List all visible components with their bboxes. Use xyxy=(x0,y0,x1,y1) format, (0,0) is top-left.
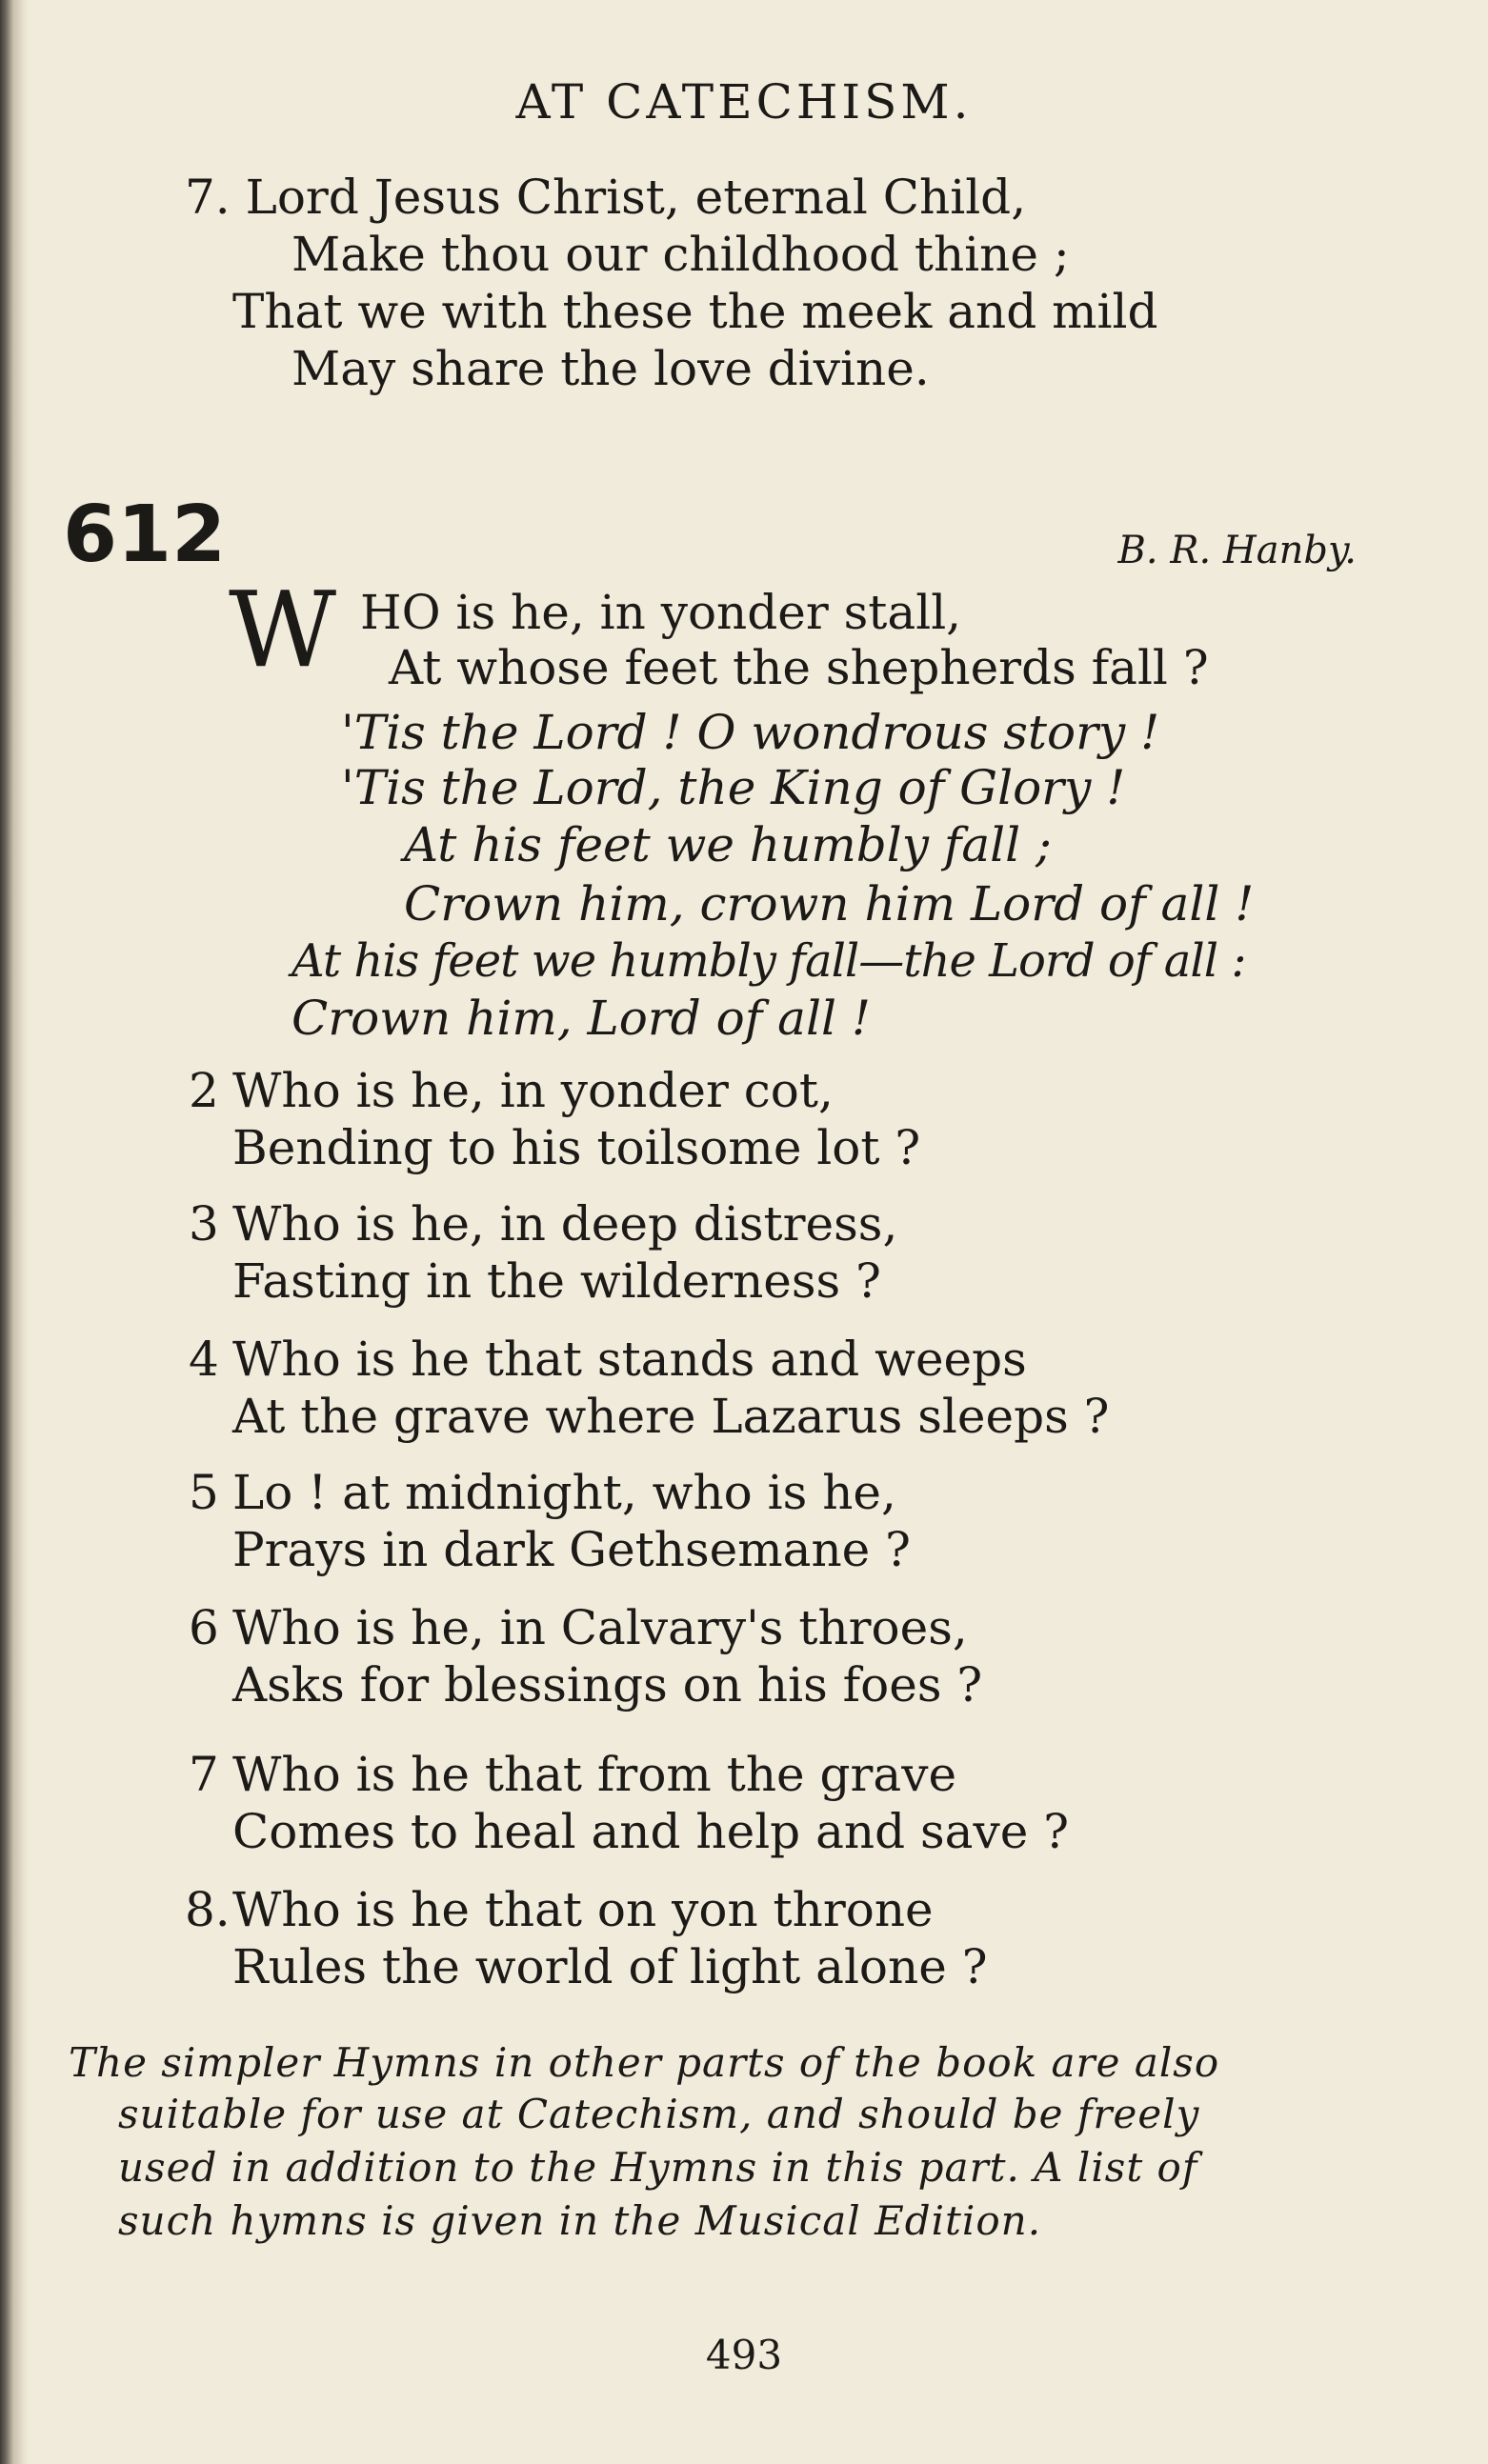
verse-number: 7. xyxy=(185,170,231,225)
hymn-number: 612 xyxy=(63,490,227,580)
verse-line: Asks for blessings on his foes ? xyxy=(232,1657,983,1713)
verse-line: Who is he, in yonder cot, xyxy=(232,1063,834,1118)
verse-line: Who is he, in Calvary's throes, xyxy=(232,1600,968,1655)
verse-line: Comes to heal and help and save ? xyxy=(232,1804,1070,1859)
footnote-line: used in addition to the Hymns in this part. A list of xyxy=(118,2144,1198,2191)
verse-line: May share the love divine. xyxy=(292,341,930,396)
footnote-line: such hymns is given in the Musical Edition. xyxy=(118,2197,1042,2244)
verse-number: 7 xyxy=(189,1747,219,1802)
refrain-line: At his feet we humbly fall—the Lord of all : xyxy=(292,934,1246,988)
verse-number: 6 xyxy=(189,1600,219,1655)
verse-line: Rules the world of light alone ? xyxy=(232,1939,988,1994)
refrain-line: 'Tis the Lord, the King of Glory ! xyxy=(341,760,1126,815)
verse-line: Bending to his toilsome lot ? xyxy=(232,1120,921,1175)
verse-number: 8. xyxy=(185,1882,231,1937)
book-spine-edge xyxy=(0,0,29,2464)
verse-line: Make thou our childhood thine ; xyxy=(292,227,1070,282)
page-number: 493 xyxy=(705,2332,783,2378)
verse-line: At whose feet the shepherds fall ? xyxy=(389,640,1209,695)
page-header: AT CATECHISM. xyxy=(515,74,973,130)
verse-number: 4 xyxy=(189,1332,219,1387)
footnote-line: The simpler Hymns in other parts of the book are also xyxy=(69,2039,1220,2086)
verse-number: 2 xyxy=(189,1063,219,1118)
verse-line: Who is he, in deep distress, xyxy=(232,1196,898,1252)
hymn-author: B. R. Hanby. xyxy=(1117,529,1357,572)
refrain-line: At his feet we humbly fall ; xyxy=(404,817,1052,872)
drop-cap: W xyxy=(229,569,335,691)
refrain-line: Crown him, crown him Lord of all ! xyxy=(404,876,1255,932)
verse-line: Who is he that stands and weeps xyxy=(232,1332,1027,1387)
verse-line: Lord Jesus Christ, eternal Child, xyxy=(245,170,1027,225)
verse-line: Fasting in the wilderness ? xyxy=(232,1253,881,1309)
verse-line: That we with these the meek and mild xyxy=(232,284,1158,339)
verse-line: HO is he, in yonder stall, xyxy=(360,585,962,640)
refrain-line: Crown him, Lord of all ! xyxy=(292,991,871,1046)
verse-line: Who is he that from the grave xyxy=(232,1747,957,1802)
verse-line: Who is he that on yon throne xyxy=(232,1882,934,1937)
verse-line: Prays in dark Gethsemane ? xyxy=(232,1522,911,1577)
footnote-line: suitable for use at Catechism, and should be freely xyxy=(118,2091,1200,2137)
refrain-line: 'Tis the Lord ! O wondrous story ! xyxy=(341,705,1160,760)
verse-line: At the grave where Lazarus sleeps ? xyxy=(232,1389,1110,1444)
verse-number: 3 xyxy=(189,1196,219,1252)
verse-number: 5 xyxy=(189,1465,219,1520)
verse-line: Lo ! at midnight, who is he, xyxy=(232,1465,896,1520)
